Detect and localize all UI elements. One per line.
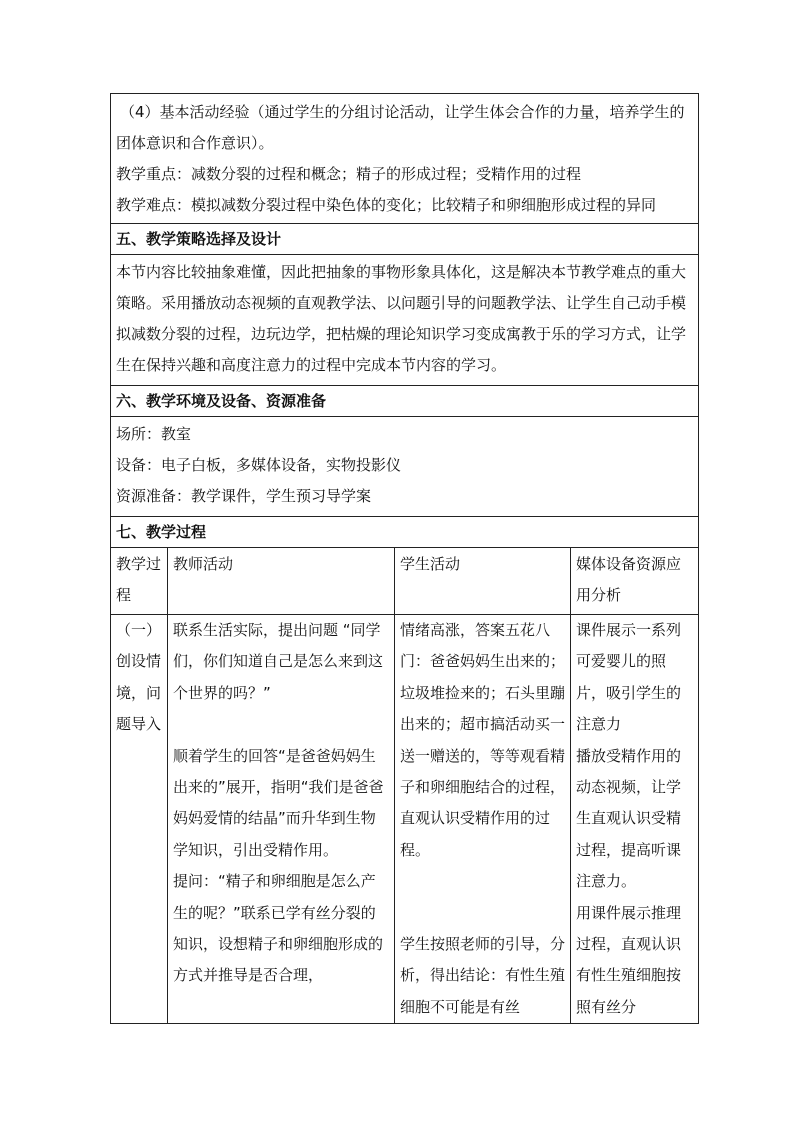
row1-media-p3: 用课件展示推理过程，直观认识有性生殖细胞按照有丝分 bbox=[576, 903, 682, 1016]
process-row-1 bbox=[111, 615, 699, 1024]
section7-header-row bbox=[111, 517, 699, 548]
row1-teacher-p1: 联系生活实际，提出问题 “同学们，你们知道自己是怎么来到这个世界的吗？” bbox=[173, 621, 384, 702]
key-points: 教学重点：减数分裂的过程和概念；精子的形成过程；受精作用的过程 bbox=[116, 165, 582, 183]
venue-line: 场所：教室 bbox=[116, 425, 192, 443]
header-student: 学生活动 bbox=[395, 548, 571, 615]
difficulties: 教学难点：模拟减数分裂过程中染色体的变化；比较精子和卵细胞形成过程的异同 bbox=[116, 196, 657, 214]
section5-body-row bbox=[111, 255, 699, 386]
row1-student-cell bbox=[395, 615, 571, 1024]
section6-header-row bbox=[111, 386, 699, 417]
header-media: 媒体设备资源应用分析 bbox=[571, 548, 699, 615]
row1-media-p1: 课件展示一系列可爱婴儿的照片，吸引学生的注意力 bbox=[576, 621, 682, 734]
section5-paragraph: 本节内容比较抽象难懂，因此把抽象的事物形象具体化，这是解决本节教学难点的重大策略。采用播放动态视频的直观教学法、以问题引导的问题教学法、让学生自己动手模拟减数分裂的过程，边玩边学，把枯燥的理论知识学习变成寓教于乐的学习方式，让学生在保持兴趣和高度注意力的过程中完成本节内容的学习。 bbox=[116, 263, 687, 374]
objectives-row bbox=[111, 94, 699, 224]
objectives-cell bbox=[111, 94, 699, 224]
section6-title: 六、教学环境及设备、资源准备 bbox=[111, 386, 699, 417]
row1-teacher-p3: 提问：“精子和卵细胞是怎么产生的呢？”联系已学有丝分裂的知识，设想精子和卵细胞形成的方式并推导是否合理， bbox=[173, 872, 384, 985]
row1-media-p2: 播放受精作用的动态视频，让学生直观认识受精过程，提高听课注意力。 bbox=[576, 746, 682, 891]
resources-line: 资源准备：教学课件，学生预习导学案 bbox=[116, 487, 372, 505]
objective-item-4: （4）基本活动经验（通过学生的分组讨论活动，让学生体会合作的力量，培养学生的团体意识和合作意识）。 bbox=[116, 103, 685, 152]
header-teacher: 教师活动 bbox=[168, 548, 395, 615]
row1-media-cell bbox=[571, 615, 699, 1024]
row1-student-p1: 情绪高涨，答案五花八门：爸爸妈妈生出来的；垃圾堆捡来的；石头里蹦出来的；超市搞活动买一送一赠送的，等等观看精子和卵细胞结合的过程，直观认识受精作用的过程。 bbox=[400, 621, 566, 859]
header-process: 教学过程 bbox=[111, 548, 168, 615]
equipment-line: 设备：电子白板，多媒体设备，实物投影仪 bbox=[116, 456, 402, 474]
row1-teacher-gap bbox=[173, 709, 389, 740]
section7-title: 七、教学过程 bbox=[111, 517, 699, 548]
process-table-header-row bbox=[111, 548, 699, 615]
section5-title: 五、教学策略选择及设计 bbox=[111, 224, 699, 255]
section5-header-row bbox=[111, 224, 699, 255]
lesson-plan-table bbox=[110, 93, 699, 1024]
row1-process-cell: （一）创设情境，问题导入 bbox=[111, 615, 168, 1024]
row1-teacher-cell bbox=[168, 615, 395, 1024]
row1-student-p2: 学生按照老师的引导，分析，得出结论：有性生殖细胞不可能是有丝 bbox=[400, 935, 566, 1016]
section6-body-row bbox=[111, 417, 699, 517]
row1-student-gap bbox=[400, 866, 565, 929]
row1-teacher-p2: 顺着学生的回答“是爸爸妈妈生出来的”展开，指明“我们是爸爸妈妈爱情的结晶”而升华到生物学知识，引出受精作用。 bbox=[173, 746, 384, 859]
section5-body bbox=[111, 255, 699, 386]
section6-body bbox=[111, 417, 699, 517]
